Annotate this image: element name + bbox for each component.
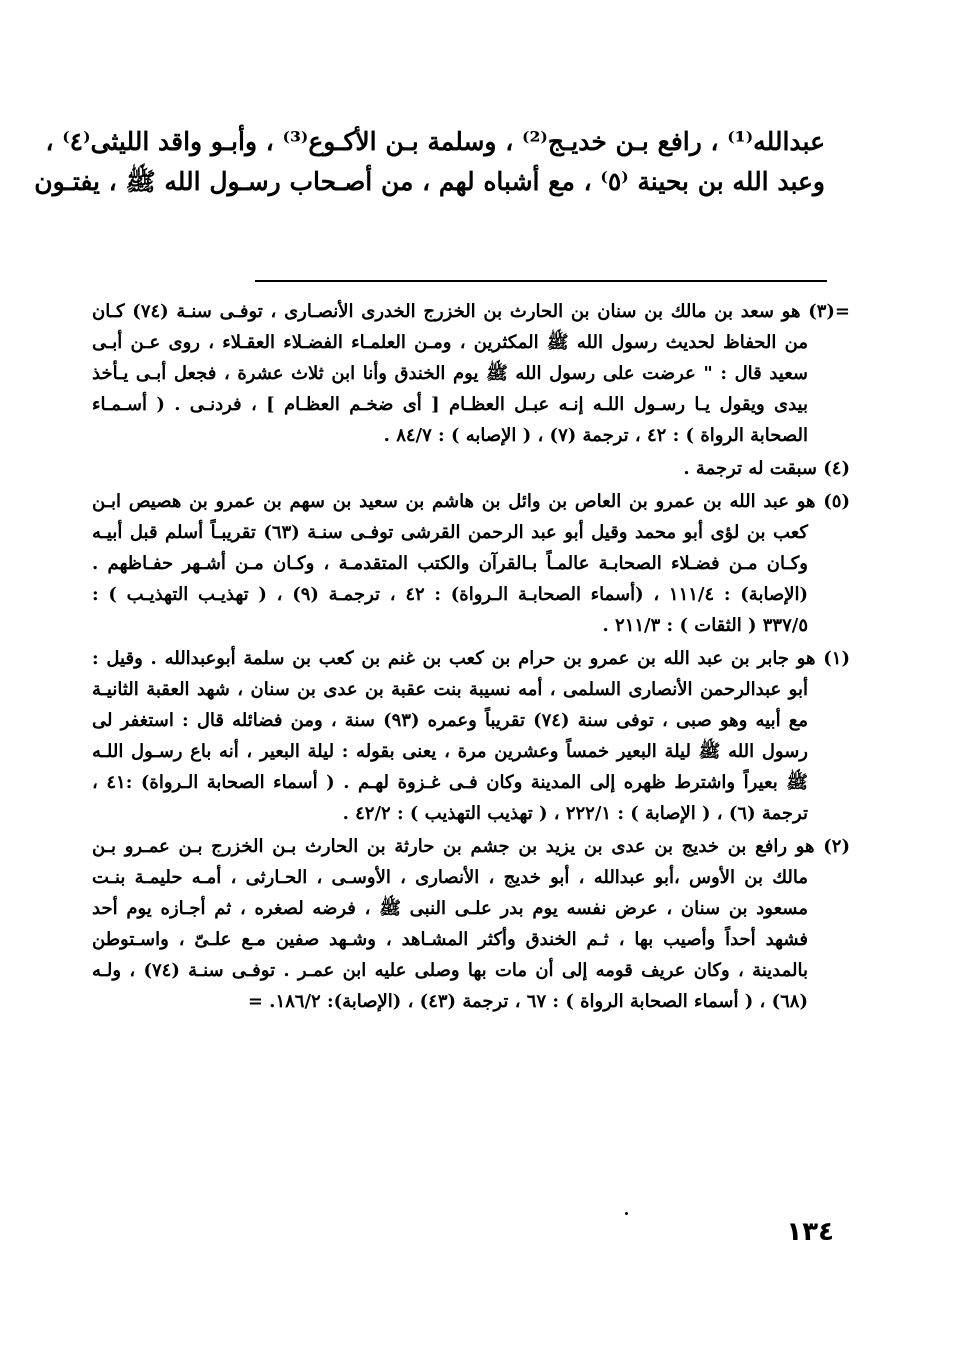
- footnote-line: وكـان مـن فضـلاء الصحابـة عالمـاً بـالقرآن والكتب المتقدمـة ، وكـان مـن أشـهر حفـاظهم .: [92, 553, 808, 574]
- footnote-line: الصحابة الرواة ) : ٤٢ ، ترجمة (٧) ، ( الإصابه ) : ٨٤/٧ .: [383, 425, 808, 446]
- footnote-line: =(٣) هو سعد بن مالك بن سنان بن الحارث بن الخزرج الخدرى الأنصـارى ، توفـى سنـة (٧٤) كـان: [92, 301, 850, 322]
- footnote-line: مسعود بن سنان ، عرض نفسه يوم بدر علـى النبى ﷺ ، فرضه لصغره ، ثم أجـازه يوم أحد: [92, 898, 808, 919]
- footnote-line: (٥) هو عبد الله بن عمرو بن العاص بن وائل بن هاشم بن سعيد بن سهم بن عمرو بن هصيص ابـن: [92, 491, 850, 512]
- footnote-line: ﷺ بعيراً واشترط ظهره إلى المدينة وكان فـى غـزوة لهـم . ( أسماء الصحابة الـرواة) :٤١ ،: [92, 772, 809, 793]
- footnote-5: [92, 486, 850, 641]
- footnote-line: من الحفاظ لحديث رسول الله ﷺ المكثرين ، ومـن العلمـاء الفضـلاء العقـلاء ، روى عـن أبـى: [92, 332, 808, 353]
- footnote-1: [92, 643, 850, 829]
- main-text-line: عبدالله⁽¹⁾ ، رافع بـن خديـج⁽²⁾ ، وسلمة بـن الأكـوع⁽³⁾ ، وأبـو واقد الليثى⁽٤⁾ ،: [45, 127, 825, 156]
- footnote-3-continued: [92, 296, 850, 451]
- footnote-line: فشهد أحداً وأصيب بها ، ثـم الخندق وأكثر المشـاهد ، وشـهد صفين مـع علـىّ ، واسـتوطن: [92, 929, 808, 950]
- footnote-line: مالك بن الأوس ،أبو عبدالله ، أبو خديج ، الأنصارى ، الأوسـى ، الحـارثى ، أمـه حليمـة بنـت: [92, 867, 808, 888]
- footnote-line: ترجمة (٦) ، ( الإصابة ) : ٢٢٢/١ ، ( تهذيب التهذيب ) : ٤٢/٢ .: [342, 803, 808, 824]
- footnote-2: [92, 831, 850, 1017]
- page-number: ١٣٤: [786, 1217, 834, 1247]
- footnote-line: مع أبيه وهو صبى ، توفى سنة (٧٤) تقريباً وعمره (٩٣) سنة ، ومن فضائله قال : استغفر لى: [92, 710, 808, 731]
- footnote-line: (الإصابة) : ١١١/٤ ، (أسماء الصحابـة الـرواة) : ٤٢ ، ترجمـة (٩) ، ( تهذيـب التهذيـب ) :: [92, 584, 809, 605]
- footnote-line: (٦٨) ، ( أسماء الصحابة الرواة ) : ٦٧ ، ترجمة (٤٣) ، (الإصابة): ١٨٦/٢. =: [247, 991, 808, 1012]
- footnote-line: رسول الله ﷺ ليلة البعير خمساً وعشرين مرة ، يعنى بقوله : ليلة البعير ، أنه باع رسـول اللـه: [92, 741, 808, 762]
- scan-dot: [625, 1212, 628, 1215]
- main-text-line: وعبد الله بن بحينة ⁽٥⁾ ، مع أشباه لهم ، من أصـحاب رسـول الله ﷺ ، يفتـون: [34, 167, 825, 196]
- footnote-line: بالمدينة ، وكان عريف قومه إلى أن مات بها وصلى عليه ابن عمـر . توفـى سنـة (٧٤) ، ولـه: [92, 960, 808, 981]
- footnote-line: بيدى ويقول يـا رسـول اللـه إنـه عبـل العظـام [ أى ضخـم العظـام ] ، فردنـى . ( أسـمـاء: [92, 394, 808, 415]
- footnote-4: [92, 453, 850, 484]
- footnote-line: كعب بن لؤى أبو محمد وقيل أبو عبد الرحمن القرشى توفـى سنـة (٦٣) تقريبـاً أسلم قبل أبيـه: [92, 522, 808, 543]
- footnote-separator: [255, 280, 827, 282]
- footnotes-block: [92, 296, 850, 1019]
- main-text-block: [34, 122, 825, 202]
- footnote-line: (١) هو جابر بن عبد الله بن عمرو بن حرام بن كعب بن غنم بن كعب بن سلمة أبوعبدالله . وقيل :: [92, 648, 850, 669]
- footnote-line: ٣٣٧/٥ ( الثقات ) : ٢١١/٣ .: [602, 615, 808, 636]
- footnote-line: أبو عبدالرحمن الأنصارى السلمى ، أمه نسيبة بنت عقبة بن عدى بن سنان ، شهد العقبة الثانيـة: [92, 679, 808, 700]
- footnote-line: (٢) هو رافع بن خديج بن عدى بن يزيد بن جشم بن حارثة بن الحارث بـن الخزرج بـن عمـرو بـن: [92, 836, 850, 857]
- footnote-line: سعيد قال : " عرضت على رسول الله ﷺ يوم الخندق وأنا ابن ثلاث عشرة ، فجعل أبـى يـأخذ: [92, 363, 808, 384]
- footnote-line: (٤) سبقت له ترجمة .: [683, 458, 850, 479]
